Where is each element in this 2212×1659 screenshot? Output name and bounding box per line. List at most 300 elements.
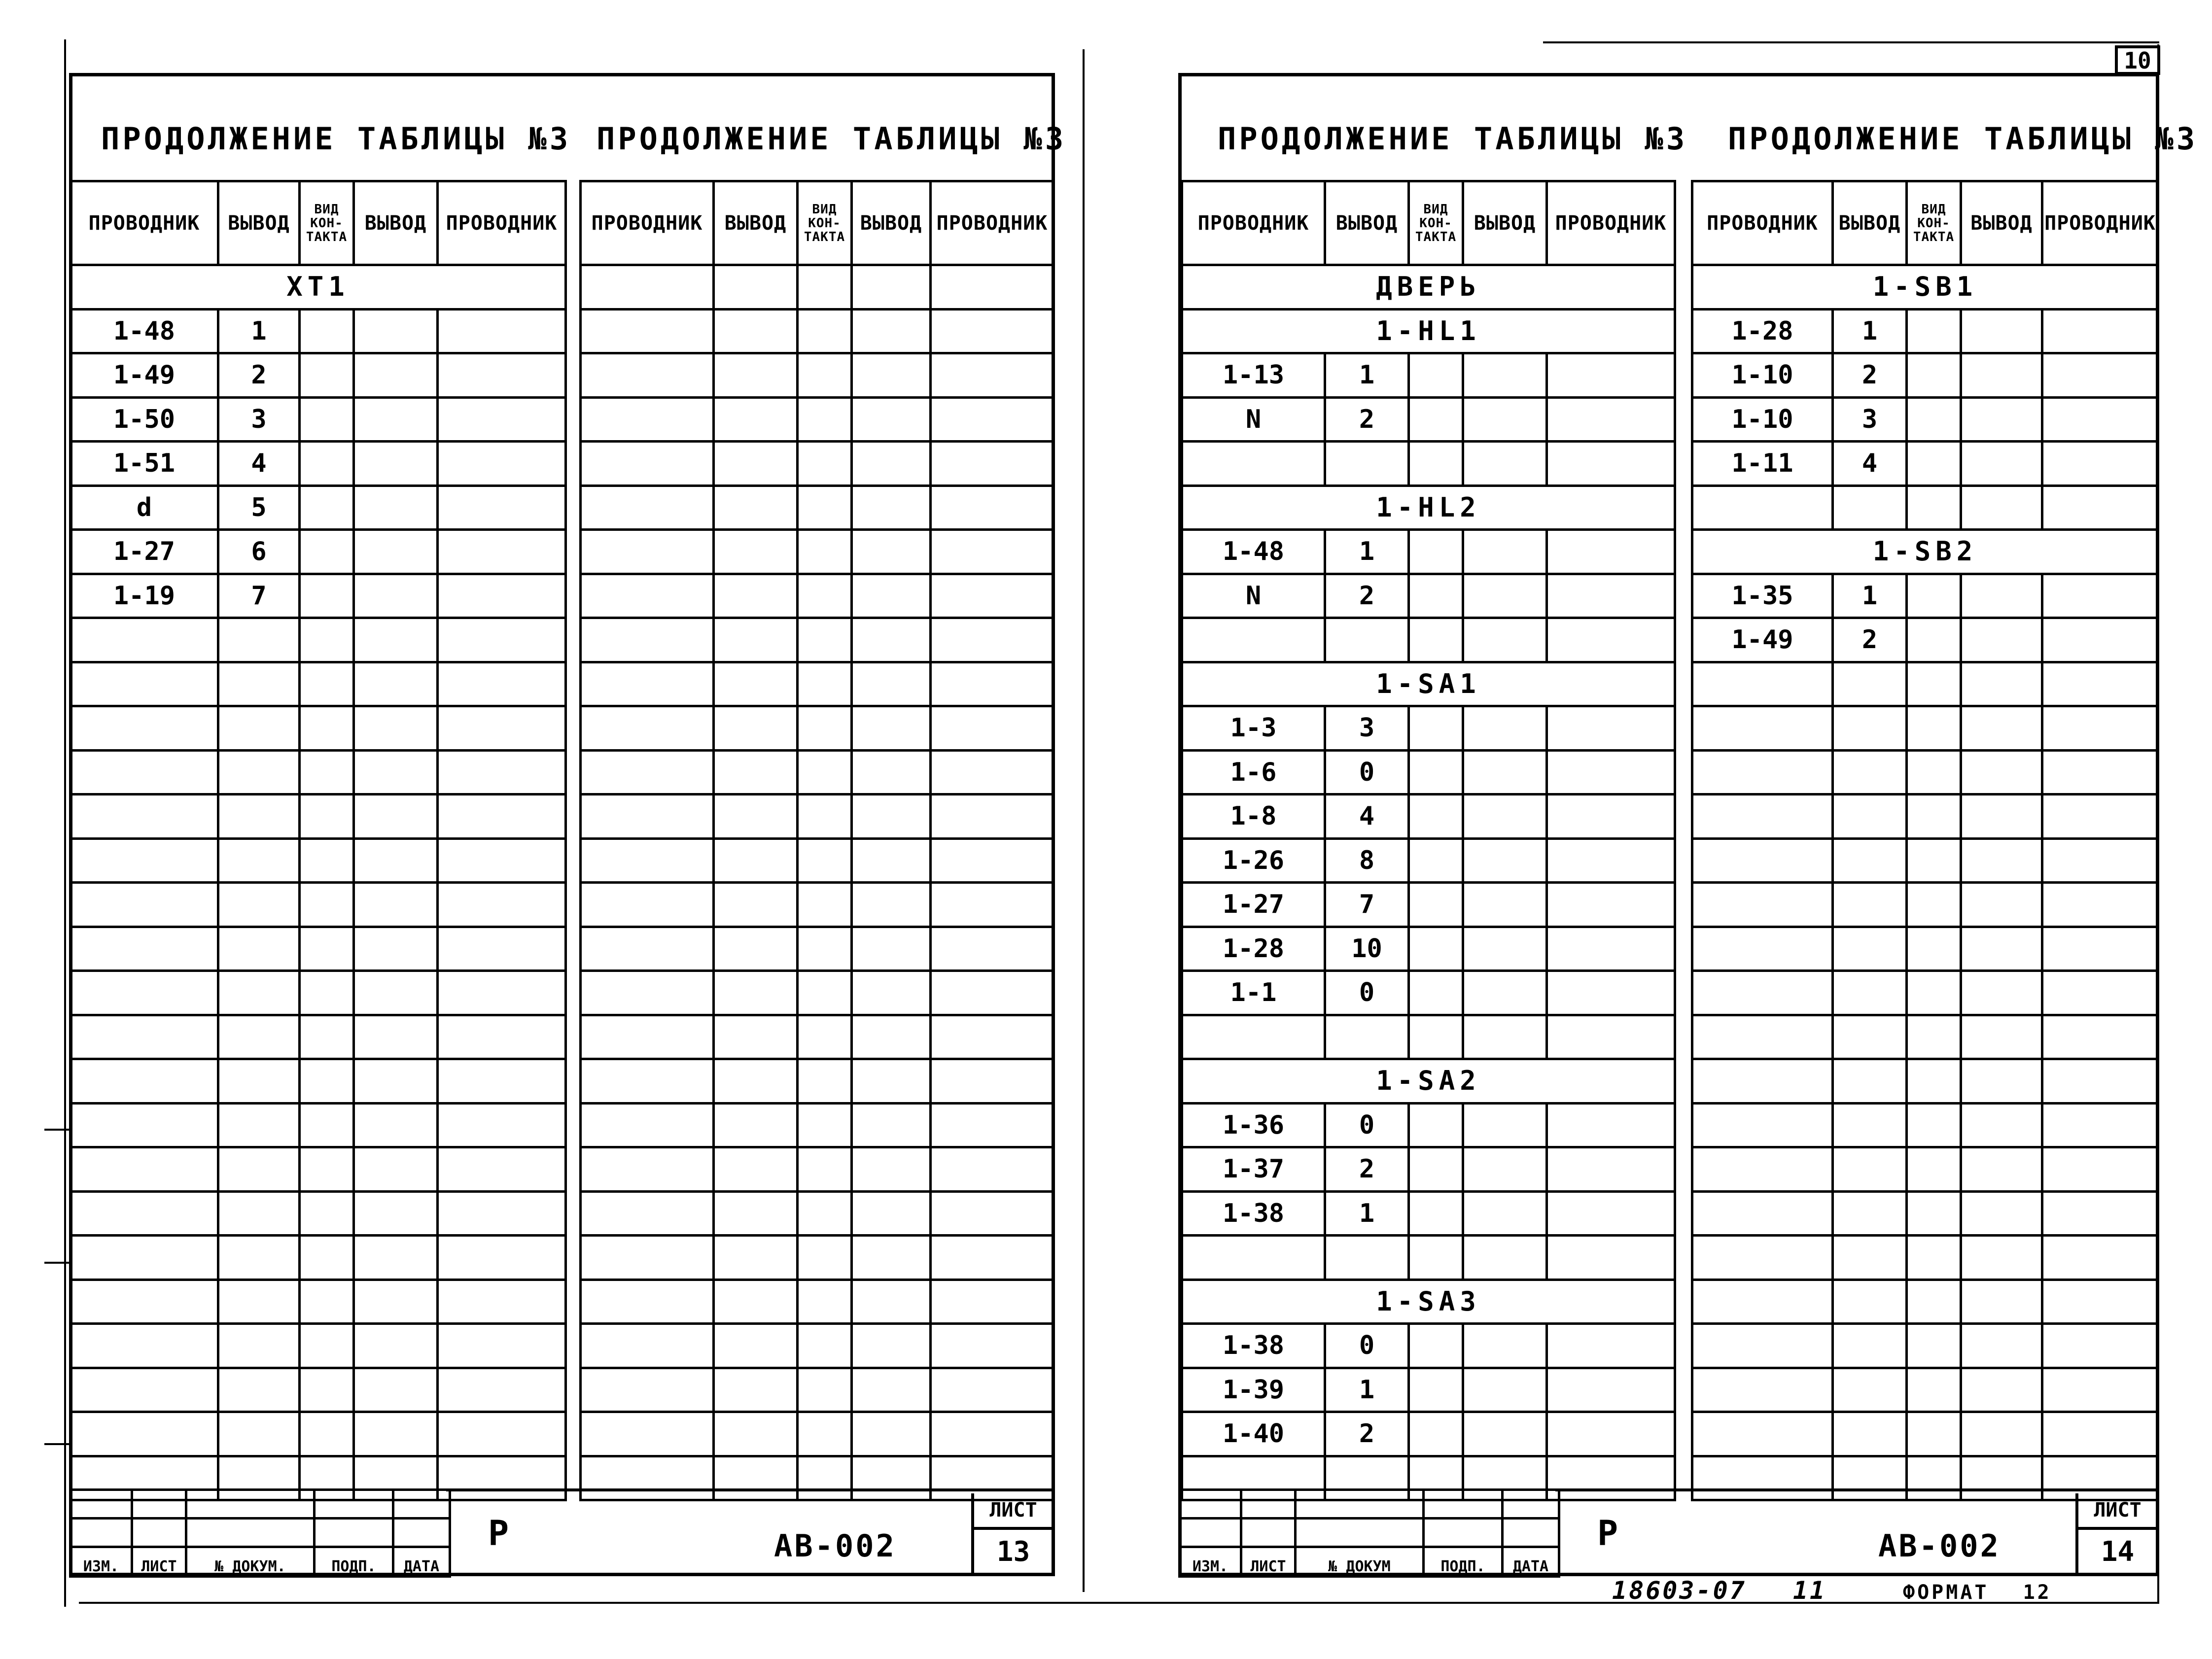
pin-cell	[354, 1279, 438, 1324]
sheet-label: ЛИСТ	[2078, 1493, 2157, 1530]
wire-cell	[438, 750, 566, 795]
contact-type-cell	[1907, 927, 1961, 971]
contact-type-cell	[1409, 971, 1463, 1015]
pin-cell	[852, 1147, 931, 1192]
wire-cell	[1692, 1059, 1833, 1104]
table-row	[581, 971, 1054, 1015]
table-row	[70, 618, 566, 662]
pin-cell	[1833, 883, 1907, 927]
wire-cell	[1547, 971, 1675, 1015]
contact-type-cell	[798, 1191, 852, 1236]
contact-type-cell	[300, 1015, 354, 1059]
pin-cell	[1833, 927, 1907, 971]
contact-type-cell	[300, 971, 354, 1015]
pin-cell: 4	[1325, 795, 1409, 839]
pin-cell	[1961, 1015, 2042, 1059]
contact-type-cell	[798, 442, 852, 486]
pin-cell	[1833, 706, 1907, 751]
table-row	[1182, 1324, 1675, 1368]
wire-cell	[931, 1236, 1054, 1280]
wire-cell	[70, 618, 218, 662]
wire-cell	[581, 1279, 714, 1324]
pin-cell	[714, 1412, 798, 1456]
wire-cell: 1-35	[1692, 574, 1833, 618]
wire-cell	[1547, 750, 1675, 795]
pin-cell	[852, 1324, 931, 1368]
title-block-grid	[1178, 1488, 1560, 1578]
pin-cell	[1961, 662, 2042, 706]
contact-type-cell	[798, 1279, 852, 1324]
contact-type-cell	[300, 397, 354, 442]
table-row	[581, 1412, 1054, 1456]
wire-cell	[438, 530, 566, 574]
pin-cell	[218, 883, 300, 927]
wire-cell: 1-10	[1692, 397, 1833, 442]
wire-cell	[70, 1147, 218, 1192]
pin-cell	[354, 353, 438, 398]
wire-cell	[438, 1368, 566, 1412]
contact-type-cell	[300, 1191, 354, 1236]
pin-cell	[1463, 883, 1547, 927]
wire-cell: 1-49	[70, 353, 218, 398]
wire-cell	[70, 662, 218, 706]
pin-cell	[714, 838, 798, 883]
contact-type-cell	[1409, 1015, 1463, 1059]
wire-cell	[931, 838, 1054, 883]
pin-cell: 1	[1325, 530, 1409, 574]
pin-cell	[1463, 353, 1547, 398]
contact-type-cell	[300, 1147, 354, 1192]
wire-cell	[1692, 1412, 1833, 1456]
sheet-number: 13	[996, 1536, 1030, 1568]
wire-cell	[2042, 838, 2158, 883]
wire-cell	[70, 971, 218, 1015]
contact-type-cell	[798, 530, 852, 574]
table-row	[70, 1147, 566, 1192]
pin-cell	[1961, 618, 2042, 662]
wire-cell	[581, 883, 714, 927]
wire-cell	[2042, 1279, 2158, 1324]
contact-type-cell	[300, 662, 354, 706]
contact-type-cell	[1409, 530, 1463, 574]
contact-type-cell	[798, 353, 852, 398]
contact-type-cell	[1907, 309, 1961, 353]
table-row	[70, 795, 566, 839]
wire-cell	[1182, 442, 1325, 486]
contact-type-cell	[1409, 1368, 1463, 1412]
contact-type-cell	[798, 971, 852, 1015]
wire-cell: 1-48	[70, 309, 218, 353]
pin-cell	[1463, 1103, 1547, 1147]
title-block-cell	[315, 1490, 393, 1519]
title-block-cell	[1296, 1519, 1424, 1547]
corner-sheet-number: 10	[2124, 47, 2151, 74]
pin-cell	[354, 574, 438, 618]
wire-cell	[2042, 397, 2158, 442]
contact-type-cell	[300, 485, 354, 530]
pin-cell: 8	[1325, 838, 1409, 883]
table-row	[70, 1324, 566, 1368]
table-row	[70, 1191, 566, 1236]
pin-cell	[218, 1015, 300, 1059]
pin-cell	[1463, 574, 1547, 618]
pin-cell	[354, 1015, 438, 1059]
wire-cell	[1547, 1191, 1675, 1236]
wire-cell	[2042, 1368, 2158, 1412]
contact-type-cell	[1907, 442, 1961, 486]
contact-type-cell	[1907, 1059, 1961, 1104]
wire-cell	[1692, 1368, 1833, 1412]
pin-cell	[1463, 750, 1547, 795]
wire-cell	[931, 883, 1054, 927]
table-row	[1182, 1191, 1675, 1236]
wiring-table	[579, 180, 1055, 1501]
contact-type-cell	[1409, 1191, 1463, 1236]
table-row	[581, 309, 1054, 353]
pin-cell	[218, 750, 300, 795]
contact-type-cell	[1907, 1015, 1961, 1059]
table-row	[70, 750, 566, 795]
wire-cell	[931, 1015, 1054, 1059]
table-row	[1692, 706, 2158, 751]
pin-cell: 0	[1325, 1103, 1409, 1147]
wire-cell	[581, 838, 714, 883]
wire-cell	[931, 927, 1054, 971]
title-block-cell	[70, 1490, 132, 1519]
wire-cell	[2042, 1103, 2158, 1147]
wire-cell	[931, 662, 1054, 706]
label-doc: № ДОКУМ	[1296, 1547, 1424, 1577]
wire-cell	[931, 1279, 1054, 1324]
center-fold-line	[1083, 49, 1085, 1592]
table-row	[1692, 1324, 2158, 1368]
pin-cell	[218, 1279, 300, 1324]
wire-cell	[438, 1412, 566, 1456]
wire-cell: 1-1	[1182, 971, 1325, 1015]
contact-type-cell	[1409, 1103, 1463, 1147]
pin-cell	[714, 1324, 798, 1368]
wire-cell	[438, 397, 566, 442]
table-row	[1182, 1236, 1675, 1280]
wire-cell: 1-26	[1182, 838, 1325, 883]
wire-cell	[70, 1059, 218, 1104]
pin-cell	[1463, 838, 1547, 883]
pin-cell: 2	[1325, 574, 1409, 618]
pin-cell	[218, 662, 300, 706]
pin-cell	[1833, 1015, 1907, 1059]
label-doc: № ДОКУМ.	[186, 1547, 315, 1577]
table-row	[581, 1324, 1054, 1368]
table-row	[1692, 662, 2158, 706]
contact-type-cell	[1907, 1279, 1961, 1324]
pin-cell	[852, 1279, 931, 1324]
contact-type-cell	[798, 1412, 852, 1456]
table-row	[1182, 1412, 1675, 1456]
pin-cell	[852, 309, 931, 353]
wire-cell	[1547, 1368, 1675, 1412]
contact-type-cell	[798, 750, 852, 795]
wire-cell	[581, 1015, 714, 1059]
contact-type-cell	[798, 883, 852, 927]
contact-type-cell	[1907, 1236, 1961, 1280]
pin-cell	[1833, 795, 1907, 839]
contact-type-cell	[798, 795, 852, 839]
pin-cell	[714, 706, 798, 751]
pin-cell	[1961, 1279, 2042, 1324]
pin-cell	[1961, 883, 2042, 927]
pin-cell	[218, 927, 300, 971]
contact-type-cell	[300, 838, 354, 883]
table-row	[70, 574, 566, 618]
contact-type-cell	[300, 1103, 354, 1147]
header-wire: ПРОВОДНИК	[1692, 181, 1833, 265]
pin-cell	[1961, 795, 2042, 839]
header-wire: ПРОВОДНИК	[70, 181, 218, 265]
pin-cell	[1833, 1059, 1907, 1104]
title-block-cell	[393, 1490, 450, 1519]
label-sign: ПОДП.	[315, 1547, 393, 1577]
pin-cell	[1833, 1103, 1907, 1147]
wire-cell: 1-28	[1182, 927, 1325, 971]
pin-cell	[1961, 1368, 2042, 1412]
pin-cell	[218, 1324, 300, 1368]
pin-cell	[714, 309, 798, 353]
header-pin: ВЫВОД	[218, 181, 300, 265]
contact-type-cell	[1409, 397, 1463, 442]
left-binding-line	[64, 39, 66, 1607]
pin-cell	[852, 706, 931, 751]
contact-type-cell	[798, 838, 852, 883]
pin-cell	[1833, 1191, 1907, 1236]
wire-cell	[1547, 1412, 1675, 1456]
pin-cell	[354, 1412, 438, 1456]
table-row	[1182, 927, 1675, 971]
table-row	[581, 265, 1054, 310]
pin-cell	[714, 1059, 798, 1104]
table-row	[1182, 883, 1675, 927]
contact-type-cell	[1907, 706, 1961, 751]
contact-type-cell	[300, 1324, 354, 1368]
pin-cell: 2	[1325, 1412, 1409, 1456]
wire-cell	[581, 265, 714, 310]
table-row	[581, 883, 1054, 927]
pin-cell	[714, 485, 798, 530]
wire-cell	[2042, 1236, 2158, 1280]
contact-type-cell	[300, 309, 354, 353]
wire-cell	[70, 1191, 218, 1236]
pin-cell	[354, 927, 438, 971]
wire-cell	[2042, 442, 2158, 486]
wire-cell: 1-51	[70, 442, 218, 486]
pin-cell	[714, 1103, 798, 1147]
pin-cell	[852, 485, 931, 530]
section-row: 1-SA2	[1182, 1059, 1675, 1104]
pin-cell	[714, 795, 798, 839]
group-row: ДВЕРЬ	[1182, 265, 1675, 310]
table-row	[581, 1279, 1054, 1324]
pin-cell	[354, 795, 438, 839]
header-pin: ВЫВОД	[852, 181, 931, 265]
wire-cell	[2042, 1147, 2158, 1192]
table-row	[581, 1103, 1054, 1147]
pin-cell	[1961, 397, 2042, 442]
pin-cell	[1961, 706, 2042, 751]
title-block-cell	[1241, 1490, 1296, 1519]
table-row	[581, 1059, 1054, 1104]
pin-cell	[1833, 1236, 1907, 1280]
contact-type-cell	[1907, 1324, 1961, 1368]
title-block-cell	[1296, 1490, 1424, 1519]
pin-cell	[852, 1103, 931, 1147]
pin-cell: 6	[218, 530, 300, 574]
pin-cell	[1463, 1324, 1547, 1368]
sheet-label: ЛИСТ	[974, 1493, 1053, 1530]
top-trim-line	[1543, 41, 2159, 43]
wire-cell	[2042, 309, 2158, 353]
label-sign: ПОДП.	[1424, 1547, 1503, 1577]
pin-cell	[1463, 795, 1547, 839]
table-row	[581, 1236, 1054, 1280]
pin-cell	[1325, 1015, 1409, 1059]
wire-cell	[70, 1412, 218, 1456]
binding-tick	[44, 1129, 69, 1131]
table-row	[1182, 442, 1675, 486]
pin-cell	[1961, 971, 2042, 1015]
pin-cell	[714, 1191, 798, 1236]
table-row	[1182, 1103, 1675, 1147]
pin-cell	[1961, 1103, 2042, 1147]
wiring-table	[69, 180, 567, 1501]
wire-cell	[438, 1279, 566, 1324]
table-row	[70, 838, 566, 883]
contact-type-cell	[300, 574, 354, 618]
contact-type-cell	[300, 795, 354, 839]
wire-cell	[1547, 574, 1675, 618]
pin-cell: 10	[1325, 927, 1409, 971]
wire-cell: N	[1182, 397, 1325, 442]
table-row	[581, 706, 1054, 751]
title-block-cell	[1180, 1490, 1241, 1519]
wire-cell	[70, 1324, 218, 1368]
sheet-box	[2075, 1493, 2157, 1575]
table-row	[581, 750, 1054, 795]
wire-cell	[2042, 1324, 2158, 1368]
format-value: 12	[2023, 1581, 2052, 1604]
label-izm: ИЗМ.	[1180, 1547, 1241, 1577]
table-title: ПРОДОЛЖЕНИЕ ТАБЛИЦЫ №3	[1218, 121, 1688, 157]
pin-cell	[852, 662, 931, 706]
pin-cell	[1833, 1279, 1907, 1324]
pin-cell	[218, 838, 300, 883]
wire-cell	[581, 309, 714, 353]
table-row	[70, 1059, 566, 1104]
wire-cell	[931, 1191, 1054, 1236]
wire-cell	[438, 309, 566, 353]
wire-cell	[438, 1059, 566, 1104]
wire-cell	[438, 883, 566, 927]
contact-type-cell	[798, 309, 852, 353]
pin-cell	[1463, 1236, 1547, 1280]
wire-cell	[1547, 1236, 1675, 1280]
wire-cell	[438, 927, 566, 971]
inventory-code: 18603-07	[1612, 1576, 1747, 1605]
header-pin: ВЫВОД	[354, 181, 438, 265]
header-pin: ВЫВОД	[1961, 181, 2042, 265]
wire-cell	[70, 706, 218, 751]
table-title: ПРОДОЛЖЕНИЕ ТАБЛИЦЫ №3	[101, 121, 571, 157]
pin-cell	[218, 1412, 300, 1456]
wire-cell	[2042, 883, 2158, 927]
wire-cell: 1-40	[1182, 1412, 1325, 1456]
header-wire: ПРОВОДНИК	[2042, 181, 2158, 265]
table-row	[1692, 750, 2158, 795]
table-row	[581, 1191, 1054, 1236]
title-block-cell	[1503, 1490, 1559, 1519]
section-row: 1-SA1	[1182, 662, 1675, 706]
wire-cell: 1-10	[1692, 353, 1833, 398]
wire-cell	[1547, 838, 1675, 883]
pin-cell	[1833, 838, 1907, 883]
pin-cell: 7	[218, 574, 300, 618]
contact-type-cell	[300, 883, 354, 927]
contact-type-cell	[1907, 353, 1961, 398]
contact-type-cell	[1409, 750, 1463, 795]
pin-cell	[852, 574, 931, 618]
table-title: ПРОДОЛЖЕНИЕ ТАБЛИЦЫ №3	[1728, 121, 2198, 157]
table-row	[1182, 574, 1675, 618]
pin-cell	[852, 1015, 931, 1059]
wire-cell	[931, 353, 1054, 398]
wire-cell	[1547, 1015, 1675, 1059]
table-row	[70, 1368, 566, 1412]
contact-type-cell	[1907, 1412, 1961, 1456]
table-row	[581, 927, 1054, 971]
wiring-table	[1691, 180, 2159, 1501]
pin-cell	[714, 353, 798, 398]
wire-cell	[1182, 618, 1325, 662]
pin-cell	[714, 1015, 798, 1059]
header-contact-type: ВИД КОН- ТАКТА	[798, 181, 852, 265]
pin-cell	[852, 883, 931, 927]
wire-cell	[1692, 1191, 1833, 1236]
contact-type-cell	[1907, 795, 1961, 839]
wire-cell	[581, 397, 714, 442]
title-block-cell	[186, 1519, 315, 1547]
wire-cell	[1692, 927, 1833, 971]
pin-cell	[354, 1324, 438, 1368]
table-row	[1692, 927, 2158, 971]
pin-cell	[1463, 530, 1547, 574]
pin-cell	[1463, 397, 1547, 442]
pin-cell	[354, 1103, 438, 1147]
pin-cell	[852, 1191, 931, 1236]
pin-cell	[1463, 1015, 1547, 1059]
contact-type-cell	[300, 618, 354, 662]
table-row	[70, 530, 566, 574]
table-row	[1692, 883, 2158, 927]
table-row	[1182, 706, 1675, 751]
pin-cell	[354, 1147, 438, 1192]
wire-cell: 1-3	[1182, 706, 1325, 751]
contact-type-cell	[300, 1368, 354, 1412]
contact-type-cell	[300, 927, 354, 971]
wire-cell	[1547, 353, 1675, 398]
stage-letter: Р	[488, 1513, 509, 1554]
contact-type-cell	[798, 397, 852, 442]
table-row	[1182, 971, 1675, 1015]
pin-cell	[354, 706, 438, 751]
stage-letter: Р	[1597, 1513, 1618, 1554]
